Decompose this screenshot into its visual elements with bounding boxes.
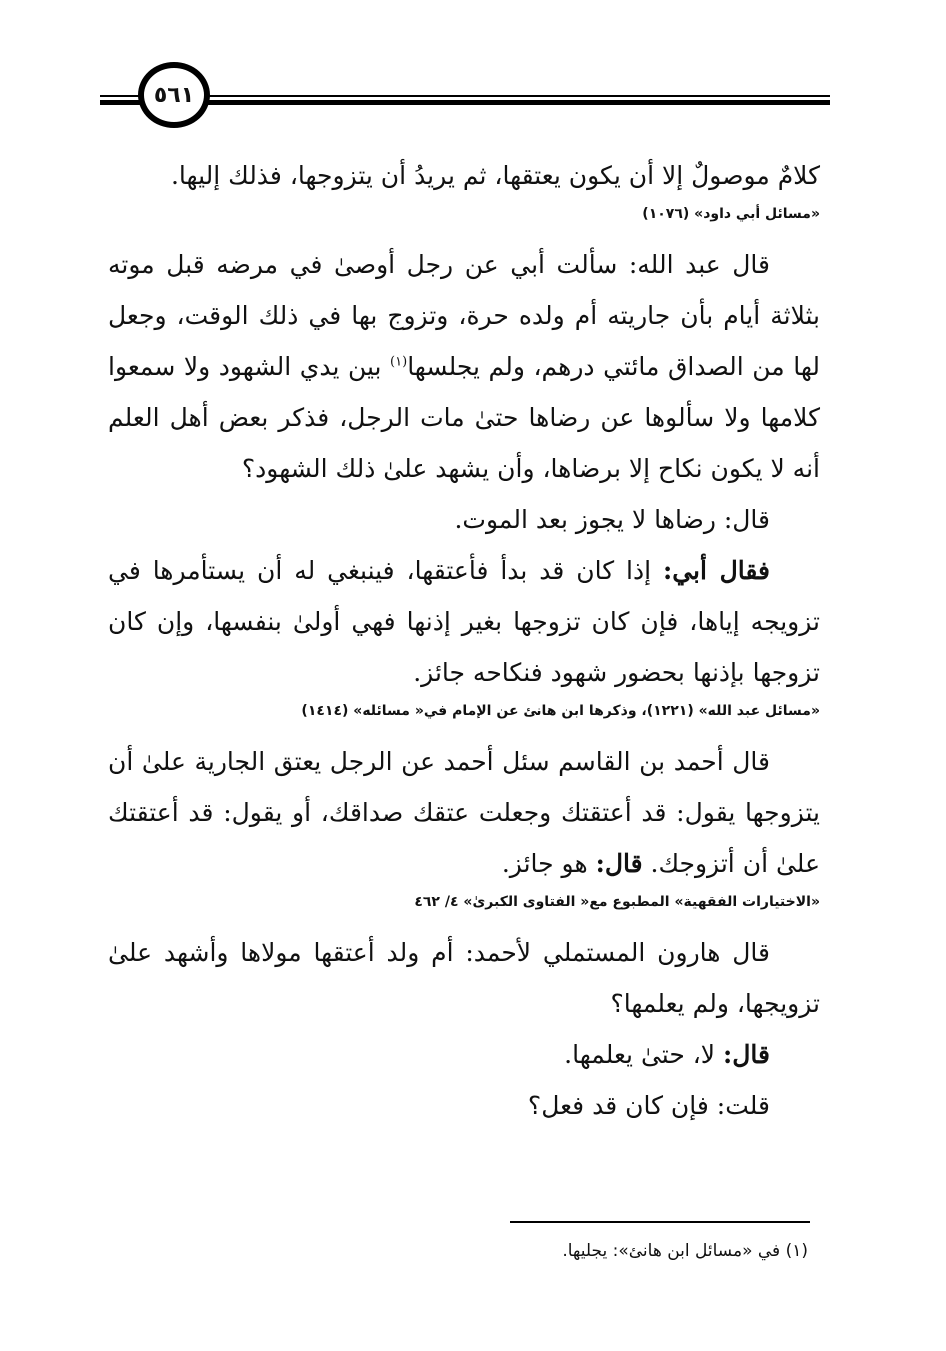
- paragraph-1: كلامٌ موصولٌ إلا أن يكون يعتقها، ثم يريدُ أن يتزوجها، فذلك إليها.: [170, 161, 820, 190]
- page-number-badge: [138, 62, 210, 128]
- footnote-separator: [510, 1221, 810, 1223]
- reference-2: «مسائل عبد الله» (١٢٢١)، وذكرها ابن هانئ عن الإمام في« مسائله» (١٤١٤): [301, 703, 820, 719]
- paragraph-6: قال هارون المستملي لأحمد: أم ولد أعتقها مولاها وأشهد علىٰ تزويجها، ولم يعلمها؟: [108, 938, 820, 1018]
- paragraph-4-text: إذا كان قد بدأ فأعتقها، فينبغي له أن يستأمرها في تزويجه إياها، فإن كان تزوجها بغير إذنها فهي أولىٰ بنفسها، وإن كان تزوجها بإذنها بحضور شهود فنكاحه جائز.: [108, 556, 820, 687]
- reference-3: «الاختيارات الفقهية» المطبوع مع« الفتاوى الكبرىٰ» ٤/ ٤٦٢: [414, 894, 820, 910]
- paragraph-5-text: قال أحمد بن القاسم سئل أحمد عن الرجل يعتق الجارية علىٰ أن يتزوجها يقول: قد أعتقتك وجعلت عتقك صداقك، أو يقول: قد أعتقتك علىٰ أن أتزوجك.: [108, 747, 820, 878]
- footnote: [108, 1236, 808, 1266]
- paragraph-5: [108, 736, 820, 889]
- paragraph-4: [108, 545, 820, 698]
- paragraph-2-text: قال عبد الله: سألت أبي عن رجل أوصىٰ في مرضه قبل موته بثلاثة أيام بأن جاريته أم ولده حرة، وتزوج بها في ذلك الوقت، وجعل لها من الصداق مائتي درهم، ولم يجلسها: [108, 250, 820, 381]
- footnote-marker-superscript: (١): [390, 354, 408, 370]
- paragraph-4-lead: فقال أبي:: [662, 556, 770, 585]
- paragraph-3: قال: رضاها لا يجوز بعد الموت.: [454, 505, 770, 534]
- paragraph-8: قلت: فإن كان قد فعل؟: [527, 1091, 770, 1120]
- paragraph-7: [108, 1029, 820, 1080]
- paragraph-7-text: لا، حتىٰ يعلمها.: [564, 1040, 716, 1069]
- footnote-marker: (١): [785, 1241, 808, 1261]
- page-number: ٥٦١: [153, 82, 195, 108]
- paragraph-5-tail: هو جائز.: [501, 849, 596, 878]
- header-rule-thick: [100, 100, 830, 105]
- paragraph-7-lead: قال:: [723, 1040, 770, 1069]
- footnote-text: في «مسائل ابن هانئ»: يجليها.: [562, 1241, 781, 1261]
- page-header: [100, 62, 830, 132]
- paragraph-5-lead: قال:: [595, 849, 643, 878]
- paragraph-2: [108, 239, 820, 494]
- paragraph-2-tail: بين يدي الشهود ولا سمعوا كلامها ولا سألوها عن رضاها حتىٰ مات الرجل، فذكر بعض أهل العلم أنه لا يكون نكاح إلا برضاها، وأن يشهد علىٰ ذلك الشهود؟: [108, 352, 820, 483]
- reference-1: «مسائل أبي داود» (١٠٧٦): [642, 206, 820, 222]
- page-body: [108, 150, 820, 1131]
